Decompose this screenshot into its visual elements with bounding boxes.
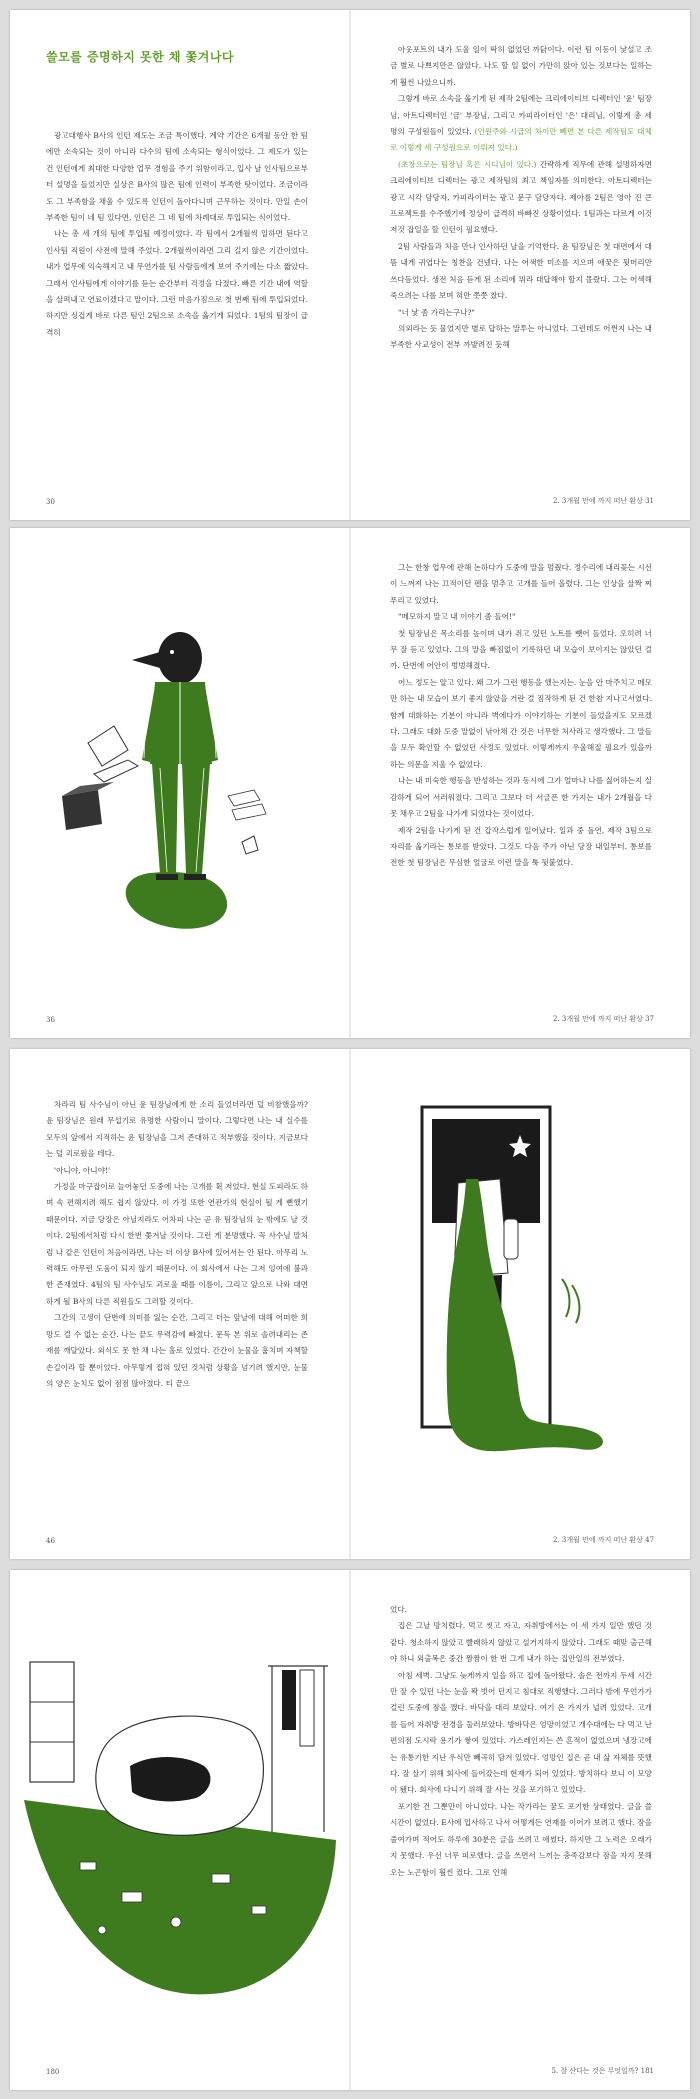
papers-icon	[228, 790, 266, 820]
box-icon	[62, 782, 114, 830]
highlighted-note: (초창으로는 팀장님 혹은 시디님이 있다.)	[398, 159, 537, 169]
paragraph: 포기한 건 그뿐만이 아니었다. 나는 작가라는 꿈도 포기한 상태였다. 글을 쓸 시간이 없었다. E사에 입사하고 나서 어떻게든 연재를 이어가 보려고 했다. 잠을 줄여가며 적어도 하루에 30분은 글을 쓰려고 애썼다. 하지만 그 노력은 오래가지 못했다. 우선 너무 피로했다. 글을 쓰면서 느끼는 충족감보다 잠을 자지 못해 오는 노곤함이 훨씬 컸다. 그로 인해	[390, 1801, 652, 1877]
folio: 36	[46, 1016, 55, 1024]
dialogue: "메모하지 말고 내 이야기 좀 들어!"	[398, 612, 516, 622]
laptop-icon	[88, 726, 138, 782]
folio: 46	[46, 1537, 55, 1545]
paragraph: 첫 팀장님은 목소리를 높이며 내가 쥐고 있던 노트를 뺏어 들었다. 오히려 너무 잘 듣고 있었다. 그의 말을 빠짐없이 기록하던 내 모습이 보이지는 않았던 걸까. 단번에 어안이 벙벙해졌다.	[390, 628, 652, 671]
dialogue: "너 낯 좀 가리는구나?"	[398, 307, 475, 317]
bookshelf	[30, 1662, 74, 1782]
page-181-body	[390, 1602, 652, 1881]
paragraph: 의외라는 듯 물었지만 별로 답하는 말투는 아니었다. 그런데도 어쩐지 나는 내 부족한 사교성이 전부 까발려진 듯해	[390, 323, 652, 350]
chapter-title: 쓸모를 증명하지 못한 채 쫓겨나다	[46, 50, 235, 64]
highlighted-note: (인원주와 시급의 차이만 빼면 본 다른 제작팀도 대체로 이렇게 세 구성원으로 이뤄져 있다.)	[390, 127, 652, 153]
page-181	[350, 1570, 690, 2090]
paragraph: 가정을 마구잡이로 늘어놓던 도중에 나는 고개를 휙 저었다. 현실 도피라도 하며 속 편해지려 해도 쉽지 않았다. 이 가정 또한 연관가의 현실이 될 게 뻔했기 때문이다. 지금 당장은 아닐지라도 어차피 나는 곧 유 팀장님의 눈 밖에도 날 것이다. 2팀에서처럼 다시 한번 쫓겨날 것이다. 그런 게 분명했다. 꼭 사수님 말처럼 나 같은 인턴이 처음이라면, 나는 더 이상 B사에 있어서는 안 된다. 아무리 노력해도 아무런 도움이 되지 않기 때문이다. 이 회사에서 나는 그저 잉여에 불과한 존재였다. 4팀의 팀 사수님도 괴로울 때를 이름이, 그리고 앞으로 나와 대면하게 될 B사의 다른 직원들도 그러할 것이다.	[46, 1182, 308, 1306]
paragraph-text: 그렇게 바로 소속을 옮기게 된 제작 2팀에는 크리에이티브 디렉터인 '윤' 팀장님, 아트디렉터인 '금' 부장님, 그리고 카피라이터인 '은' 대리님, 이렇게 총 세 명의 구성원들이 있었다.	[390, 94, 652, 137]
paragraph: 차라리 팀 사수님이 아닌 윤 팀장님에게 한 소리 들었더라면 덜 비참했을까? 윤 팀장님은 원래 무섭기로 유명한 사람이니 말이다. 그렇다면 나는 내 실수를 모두의 앞에서 지적하는 윤 팀장님을 그저 존대하고 적부했을 것이다. 지금보다는 덜 괴로웠을 테다.	[46, 1100, 308, 1159]
illustration-messy-room	[10, 1570, 350, 2040]
paragraph	[390, 157, 652, 239]
cup-icon	[242, 836, 258, 854]
clothes-rack	[268, 1666, 328, 1832]
folio: 5. 잘 산다는 것은 무엇일까? 181	[551, 2067, 654, 2075]
spread-pages-180-181	[10, 1570, 690, 2090]
page-46-body	[46, 1097, 308, 1392]
paragraph: 제작 2팀을 나가게 된 건 갑작스럽게 일어났다. 일과 중 돌연, 제작 3팀으로 자리를 옮기라는 통보를 받았다. 그것도 다음 주가 아닌 당장 내일부터. 통보를 전한 첫 팀장님은 무심한 얼굴로 이런 말을 툭 뒷붙였다.	[390, 825, 652, 868]
crow-figure	[132, 632, 218, 880]
page-37-body	[390, 560, 652, 872]
dialogue: '아니야, 아니야!'	[54, 1165, 111, 1175]
paragraph: 2팀 사람들과 처음 만나 인사하던 날을 기억한다. 윤 팀장님은 첫 대면에서 대뜸 내게 귀엽다는 칭찬을 건넸다. 나는 어색한 미소를 지으며 애꿎은 뒷머리만 쓰다듬었다. 생전 처음 듣게 된 소리에 뭐라 대답해야 할지 몰랐다. 그는 어색해 죽으려는 나를 보며 혀만 쯧쯧 찼다.	[390, 241, 652, 301]
sleeping-person	[130, 1757, 210, 1801]
page-31	[350, 10, 690, 520]
folio: 180	[46, 2068, 60, 2076]
page-30-body	[46, 128, 308, 341]
paragraph: 나는 내 미숙한 행동을 반성하는 것과 동시에 그가 얼마나 나를 싫어하는지 실감하게 되어 서러워졌다. 그리고 그보다 더 서글픈 한 가지는 내가 2개월을 다 못 채우고 2팀을 나가게 되었다는 것이었다.	[390, 776, 652, 819]
bed	[96, 1716, 264, 1835]
page-47	[350, 1049, 690, 1559]
page-37	[350, 528, 690, 1038]
illustration-crying-person-at-window	[350, 1049, 690, 1509]
paragraph: 어느 정도는 알고 있다. 왜 그가 그런 행동을 했는지는. 눈을 안 마주치고 메모만 하는 내 모습이 보기 좋지 않았을 거란 걸 짐작하게 된 건 한참 지나고서였다. 함께 대화하는 기분이 아니라 벽에다가 이야기하는 기분이 들었을지도 모르겠다. 그래도 대화 도중 말없이 낚아채 간 것은 너무한 처사라고 생각했다. 그 말들을 모두 확인할 수 없었던 사정도 있었다. 이렇게까지 우울해질 필요가 있을까 하는 의문을 지울 수 없었다.	[390, 677, 652, 769]
paragraph: 아웃포트의 내가 도울 일이 딱히 없었던 까닭이다. 이런 팀 이동이 낯설고 조금 별로 나쁘지만은 않았다. 나도 할 일 없이 가만히 앉아 있는 것보다는 일하는 게 훨씬 나았으니까.	[390, 45, 652, 87]
spread-pages-46-47	[10, 1049, 690, 1559]
page-31-body	[390, 42, 652, 354]
page-180	[10, 1570, 350, 2090]
paragraph-text: 간략하게 직무에 관해 설명하자면 크리에이티브 디렉터는 광고 제작팀의 최고 책임자를 의미한다. 아트디렉터는 광고 시각 담당자, 카피라이터는 광고 문구 담당자다. 제아름 2팀은 영아 진 큰 프로젝트를 수주했기에 정상이 급격히 바빠진 상황이었다. 1팀과는 다르게 이것저것 잡일을 할 인턴이 필요했다.	[390, 159, 652, 235]
paragraph: 집은 그날 망치렸다. 먹고 씻고 자고, 자취방에서는 이 세 가지 일만 했던 것 같다. 청소하지 않았고 빨래하지 않았고 설거지하지 않았다. 그래도 때맞 출근해야 하니 외출복은 중간 짬짬이 한 번 그게 내가 하는 집안일의 전부였다.	[390, 1621, 652, 1664]
paragraph: 그는 한창 업무에 관해 논하다가 도중에 말을 멈췄다. 정수리에 내리꽂는 시선이 느껴져 나는 끄적이던 펜을 멈추고 고개를 들어 올렸다. 그는 인상을 살짝 찌푸리고 있었다.	[390, 563, 652, 605]
paragraph	[390, 91, 652, 157]
bag-icon	[504, 1219, 518, 1259]
paragraph: 었다.	[390, 1605, 408, 1614]
paragraph: 나는 총 세 개의 팀에 투입될 예정이었다. 각 팀에서 2개월씩 일하면 된다고 인사팀 직원이 사전에 말해 주었다. 2개월씩이라면 그리 길지 않은 기간이었다. 내가 업무에 익숙해지고 내 무언가를 팀 사람들에게 보여 주기에는 다소 짧았다. 그래서 인사팀에게 이야기를 듣는 순간부터 걱정을 다졌다. 빠른 기간 내에 역할을 살펴내고 연료이겠다고 말이다. 그런 마음가짐으로 첫 번째 팀에 투입되었다. 하지만 싱겁게 바로 다른 팀인 2팀으로 소속을 옮기게 되었다. 1팀의 팀장이 급격히	[46, 229, 308, 337]
folio: 2. 3개월 만에 까지 떠난 환상 31	[552, 497, 654, 505]
page-36	[10, 528, 350, 1038]
spread-pages-30-31	[10, 10, 690, 520]
folio: 2. 3개월 만에 까지 떠난 환상 47	[552, 1536, 654, 1544]
folio: 2. 3개월 만에 까지 떠난 환상 37	[552, 1015, 654, 1023]
paragraph: 그간의 고생이 단번에 의미를 잃는 순간, 그리고 더는 앞날에 대해 어떠한 희망도 걸 수 없는 순간. 나는 끝도 무력감에 빠졌다. 문득 본 위로 솔려내리는 존재를 깨달았다. 외식도 못 한 채 나는 홀로 있었다. 간간이 눈물을 훔치며 자책할 손길이라 할 뿐이었다. 아무렇게 접혀 있던 것처럼 상황을 넘기려 했지만, 눈물의 양은 눈치도 없이 점점 많아졌다. 티 끝으	[46, 1313, 308, 1388]
page-46	[10, 1049, 350, 1559]
folio: 30	[46, 498, 55, 506]
page-30	[10, 10, 350, 520]
paragraph: 아침 세벽. 그냥도 늦게까지 일을 하고 집에 돌아왔다. 솔은 전까지 두세 시간만 잘 수 있던 나는 눈을 꽉 벗어 던지고 침대로 직행했다. 그러다 밤에 무언가가 걸린 도중에 잠을 깼다. 바닥을 대리 보았다. 여기 온 가지가 널려 있었다. 고개를 들어 자취방 전경을 둘러보았다. 방바닥은 엉망이었고 개수대에는 다 먹고 난 편의점 도시락 용기가 쌓여 있었다. 가스레인지는 쓴 흔적이 없었으며 냉장고에는 유통기한 지난 우식만 빼곡히 담겨 있었다. 엉망인 집은 곧 내 삶 자체를 뜻했다. 잘 살기 위해 회사에 들어갔는데 현재가 되어 있었다. 방치하다 보니 이 모양이 됐다. 회사에 다니기 위해 잘 사는 것을 포기하고 있었다.	[390, 1670, 652, 1795]
illustration-crow-in-tracksuit	[10, 528, 350, 988]
paragraph: 광고대행사 B사의 인턴 제도는 조금 특이했다. 계약 기간은 6개월 동안 한 팀에만 소속되는 것이 아니라 다수의 팀에 소속되는 형식이었다. 그 제도가 있는 건 인턴에게 최대한 다양한 업무 경험을 주기 위함이라고, 입사 날 인사팀으로부터 설명을 들었지만 실상은 B사의 많은 팀에 인력이 부족한 탓이었다. 조금이라도 그 부족함을 채울 수 있도록 인턴이 돌아다니며 근무하는 것이다. 만일 손이 부족한 팀이 네 팀 있다면, 인턴은 그 네 팀에 차례대로 투입되는 식이었다.	[46, 131, 308, 223]
spread-pages-36-37	[10, 528, 690, 1038]
